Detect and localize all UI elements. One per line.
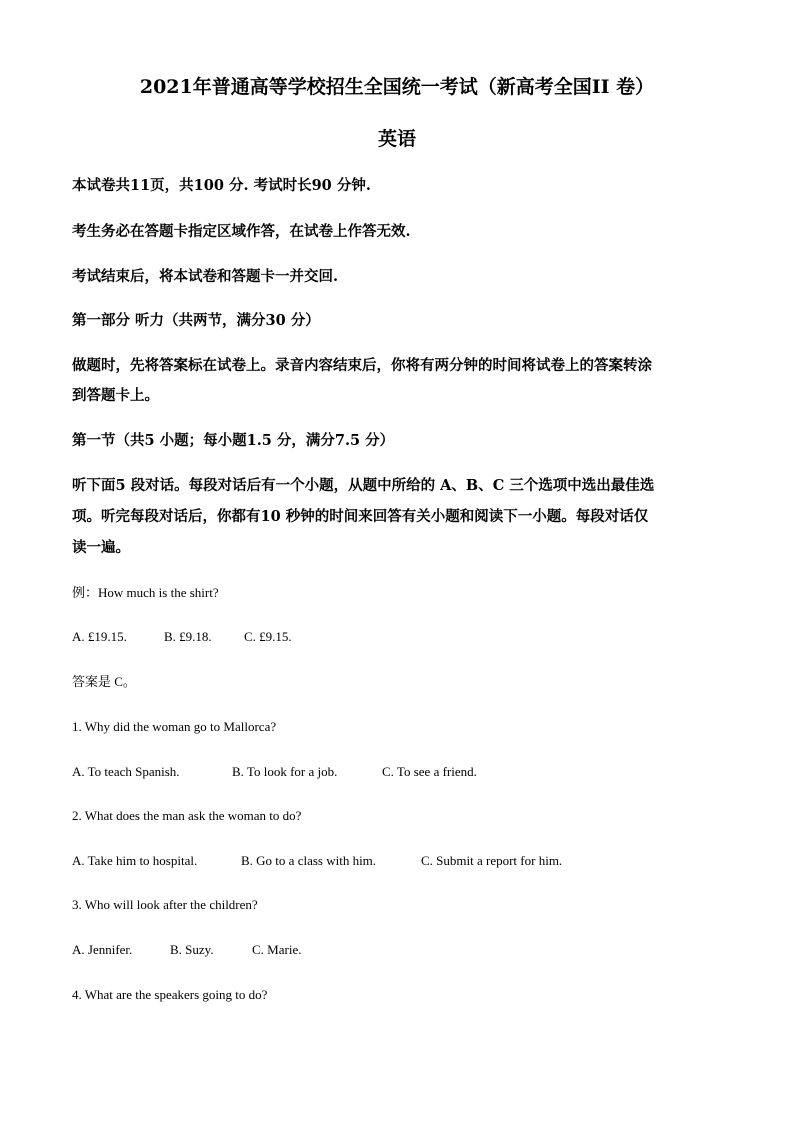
option: C. Marie. xyxy=(252,942,302,957)
section-directions-line: 读一遍。 xyxy=(72,539,130,556)
part-intro-line: 做题时，先将答案标在试卷上。录音内容结束后，你将有两分钟的时间将试卷上的答案转涂 xyxy=(72,357,652,374)
example-answer: 答案是 C。 xyxy=(72,674,136,689)
example-options xyxy=(72,621,722,652)
option: A. Take him to hospital. xyxy=(72,853,198,868)
option: B. Suzy. xyxy=(170,942,214,957)
section-directions-line: 项。听完每段对话后，你都有10 秒钟的时间来回答有关小题和阅读下一小题。每段对话仅 xyxy=(72,508,649,525)
option: C. £9.15. xyxy=(244,629,292,644)
option: B. £9.18. xyxy=(164,629,212,644)
question-options xyxy=(72,845,722,876)
option: B. To look for a job. xyxy=(232,764,338,779)
section-directions-line: 听下面5 段对话。每段对话后有一个小题，从题中所给的 A、B、C 三个选项中选出最佳选 xyxy=(72,477,655,494)
section-heading: 第一节（共5 小题；每小题1.5 分，满分7.5 分） xyxy=(72,432,395,449)
option: A. Jennifer. xyxy=(72,942,133,957)
instruction-line: 考生务必在答题卡指定区域作答，在试卷上作答无效. xyxy=(72,223,411,240)
instruction-line: 本试卷共11页，共100 分. 考试时长90 分钟. xyxy=(72,177,371,194)
option: B. Go to a class with him. xyxy=(241,853,377,868)
option: C. To see a friend. xyxy=(382,764,477,779)
question-text: 3. Who will look after the children? xyxy=(72,897,258,912)
question-options xyxy=(72,934,722,965)
example-question: 例：How much is the shirt? xyxy=(72,585,219,600)
question-text: 2. What does the man ask the woman to do? xyxy=(72,808,302,823)
instruction-line: 考试结束后，将本试卷和答题卡一并交回. xyxy=(72,268,339,285)
question-text: 1. Why did the woman go to Mallorca? xyxy=(72,719,277,734)
option: A. £19.15. xyxy=(72,629,127,644)
subject-title: 英语 xyxy=(377,128,416,150)
part-heading: 第一部分 听力（共两节，满分30 分） xyxy=(72,312,320,329)
option: A. To teach Spanish. xyxy=(72,764,180,779)
question-text: 4. What are the speakers going to do? xyxy=(72,987,268,1002)
part-intro-line: 到答题卡上。 xyxy=(72,387,159,404)
question-options xyxy=(72,756,722,787)
exam-title: 2021年普通高等学校招生全国统一考试（新高考全国II 卷） xyxy=(139,76,655,98)
option: C. Submit a report for him. xyxy=(421,853,563,868)
